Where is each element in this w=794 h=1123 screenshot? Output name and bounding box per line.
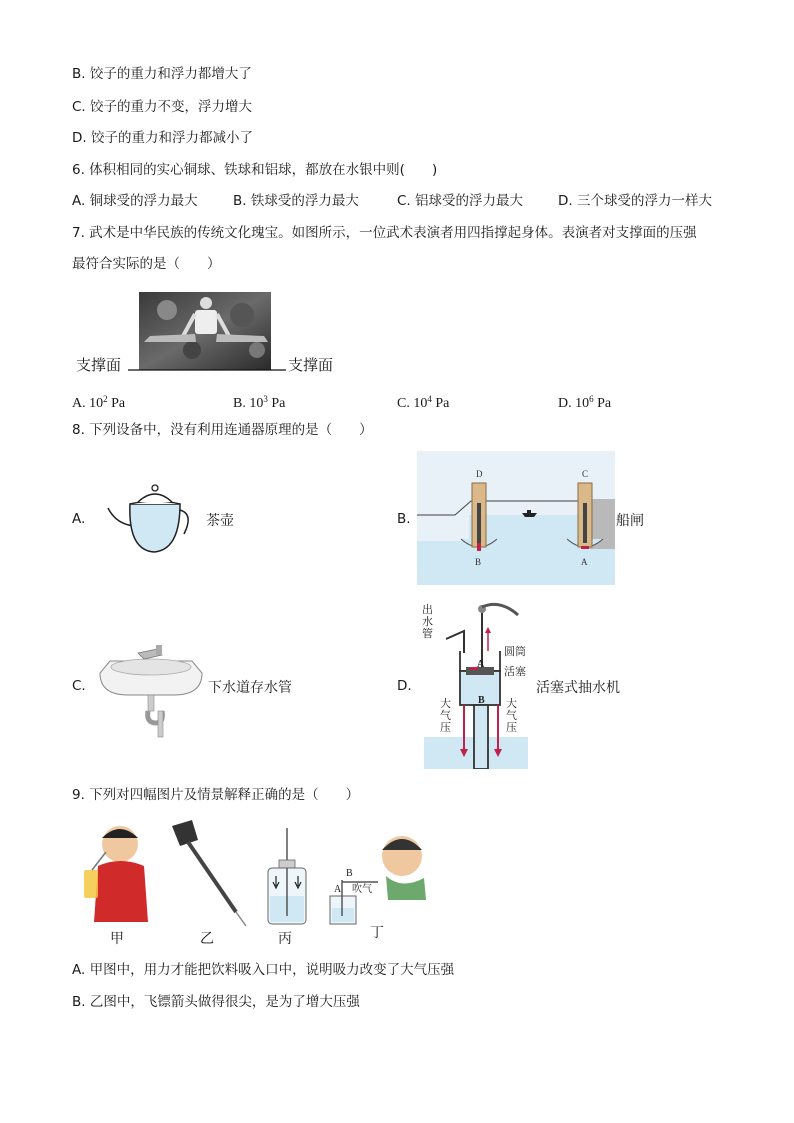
q9-option-a: A. 甲图中，用力才能把饮料吸入口中，说明吸力改变了大气压强 <box>72 962 455 978</box>
q9-caption-ding: 丁 <box>370 925 384 941</box>
q6-option-d: D. 三个球受的浮力一样大 <box>558 193 712 209</box>
teapot-figure <box>100 480 200 560</box>
q8-option-c-letter: C. <box>72 678 86 694</box>
q9-option-b: B. 乙图中，飞镖箭头做得很尖，是为了增大压强 <box>72 994 360 1010</box>
pump-outlet-label-3: 管 <box>422 627 433 640</box>
q7-option-b: B. $10^3$ Pa <box>233 394 286 411</box>
dart-picture <box>172 820 246 926</box>
ship-lock-figure <box>417 451 615 585</box>
q8-option-c-caption: 下水道存水管 <box>208 680 292 696</box>
pump-atm-right-2: 气 <box>506 709 517 722</box>
q5-option-c: C. 饺子的重力不变，浮力增大 <box>72 99 253 115</box>
piston-pump-figure <box>420 601 534 769</box>
q7-stem-line2: 最符合实际的是（ ） <box>72 256 221 272</box>
lock-label-a: A <box>581 557 588 567</box>
bottle-picture <box>268 828 306 924</box>
boy-drinking-picture <box>84 826 148 922</box>
q9-caption-yi: 乙 <box>200 931 214 947</box>
sink-trap-figure <box>98 637 204 739</box>
ding-label-blow: 吹气 <box>352 884 372 895</box>
q9-stem: 9. 下列对四幅图片及情景解释正确的是（ ） <box>72 787 360 803</box>
q6-option-a: A. 铜球受的浮力最大 <box>72 193 198 209</box>
q9-caption-jia: 甲 <box>110 931 124 947</box>
q5-option-d: D. 饺子的重力和浮力都减小了 <box>72 130 253 146</box>
q7-option-d: D. $10^6$ Pa <box>558 394 612 411</box>
pump-atm-right-1: 大 <box>506 697 517 710</box>
q8-option-b-caption: 船闸 <box>616 513 644 529</box>
q8-option-b-letter: B. <box>397 511 411 527</box>
pump-atm-right-3: 压 <box>506 721 517 734</box>
q9-four-pictures <box>76 820 436 930</box>
pump-valve-b-label: B <box>478 695 485 706</box>
q8-stem: 8. 下列设备中，没有利用连通器原理的是（ ） <box>72 422 373 438</box>
lock-label-c: C <box>582 469 589 479</box>
q7-support-label-right: 支撑面 <box>288 356 334 374</box>
ding-label-a: A <box>334 884 342 895</box>
q5-option-b: B. 饺子的重力和浮力都增大了 <box>72 66 252 82</box>
q8-option-d-letter: D. <box>397 678 412 694</box>
q7-stem-line1: 7. 武术是中华民族的传统文化瑰宝。如图所示，一位武术表演者用四指撑起身体。表演者对支撑面的压强 <box>72 225 697 241</box>
pump-outlet-label-2: 水 <box>422 615 433 628</box>
pump-atm-left-1: 大 <box>440 697 451 710</box>
q8-option-a-caption: 茶壶 <box>206 513 234 529</box>
ding-label-b: B <box>346 868 353 879</box>
q6-option-b: B. 铁球受的浮力最大 <box>233 193 359 209</box>
q8-option-a-letter: A. <box>72 511 86 527</box>
q6-option-c: C. 铝球受的浮力最大 <box>397 193 524 209</box>
pump-atm-left-3: 压 <box>440 721 451 734</box>
q7-support-label-left: 支撑面 <box>76 356 122 374</box>
q7-option-c: C. $10^4$ Pa <box>397 394 450 411</box>
lock-label-d: D <box>476 469 483 479</box>
pump-atm-left-2: 气 <box>440 709 451 722</box>
pump-valve-a-label: A <box>477 659 485 670</box>
q8-option-d-caption: 活塞式抽水机 <box>536 680 620 696</box>
q9-caption-bing: 丙 <box>278 931 292 947</box>
blowing-picture <box>330 836 426 924</box>
pump-cylinder-label: 圆筒 <box>504 645 526 658</box>
pump-piston-label: 活塞 <box>504 665 526 678</box>
q6-stem: 6. 体积相同的实心铜球、铁球和铝球，都放在水银中则( ) <box>72 162 438 178</box>
pump-outlet-label-1: 出 <box>422 603 433 616</box>
q7-option-a: A. $10^2$ Pa <box>72 394 126 411</box>
lock-label-b: B <box>475 557 482 567</box>
